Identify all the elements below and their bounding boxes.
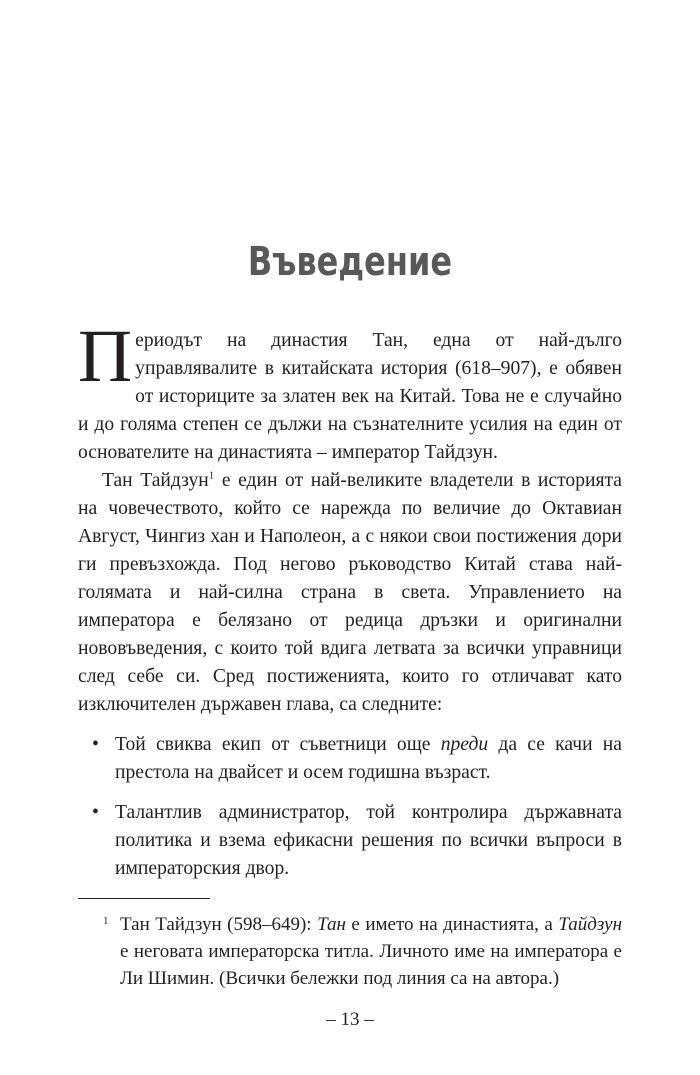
intro-text: ериодът на династия Тан, една от най-дълго управлявалите в китайската история (618–907), е обявен от историците за златен век на Китай. Това не е случайно и до голяма степен се дължи на съзнателните усилия на един от основателите на династията – император Тайдзун. [78, 330, 622, 463]
drop-cap: П [78, 315, 133, 398]
footnote-part: Тан Тайдзун (598–649): [120, 914, 318, 935]
body-text [78, 315, 622, 883]
list-item [78, 731, 622, 787]
page-number: – 13 – [326, 1009, 374, 1030]
bullet-text-end: да се качи на престола на двайсет и осем годишна възраст. [115, 734, 622, 783]
paragraph-2-text: е един от най-великите владетели в историята на човечеството, който се нарежда по величие до Октавиан Август, Чингиз хан и Наполеон, а с някои свои постижения дори ги превъзхожда. Под негово ръководство Китай става най-голямата и най-силна страна в света. Управлението на императора е белязано от редица дръзки и оригинални нововъведения, с които той вдига летвата за всички управници след себе си. Сред постиженията, които го отличават като изключителен държавен глава, са следните: [78, 470, 622, 715]
footnote-part: е името на династията, а [345, 914, 559, 935]
footnote-text [120, 911, 622, 992]
list-item [78, 799, 622, 883]
footnote-emphasis: Тан [317, 914, 346, 935]
footnote-emphasis: Тайдзун [558, 914, 622, 935]
bullet-emphasis: преди [440, 734, 489, 755]
footnote [78, 911, 622, 992]
page-title: Въведение [247, 238, 453, 285]
bullet-text: Талантлив администратор, той контролира държавната политика и взема ефикасни решения по всички въпроси в императорския двор. [115, 802, 622, 879]
paragraph-2-lead: Тан Тайдзун [102, 470, 209, 491]
paragraph-2 [78, 467, 622, 719]
footnote-divider [78, 898, 210, 899]
footnote-part: е неговата императорска титла. Личното име на императора е Ли Шимин. (Всички бележки под линия са на автора.) [120, 941, 622, 989]
bullet-list [78, 731, 622, 883]
footnote-number: 1 [103, 915, 109, 927]
bullet-icon [92, 731, 106, 759]
bullet-text: Той свиква екип от съветници още [115, 734, 441, 755]
footnote-ref[interactable]: 1 [208, 469, 215, 482]
intro-paragraph [78, 315, 622, 467]
bullet-icon [92, 799, 106, 827]
